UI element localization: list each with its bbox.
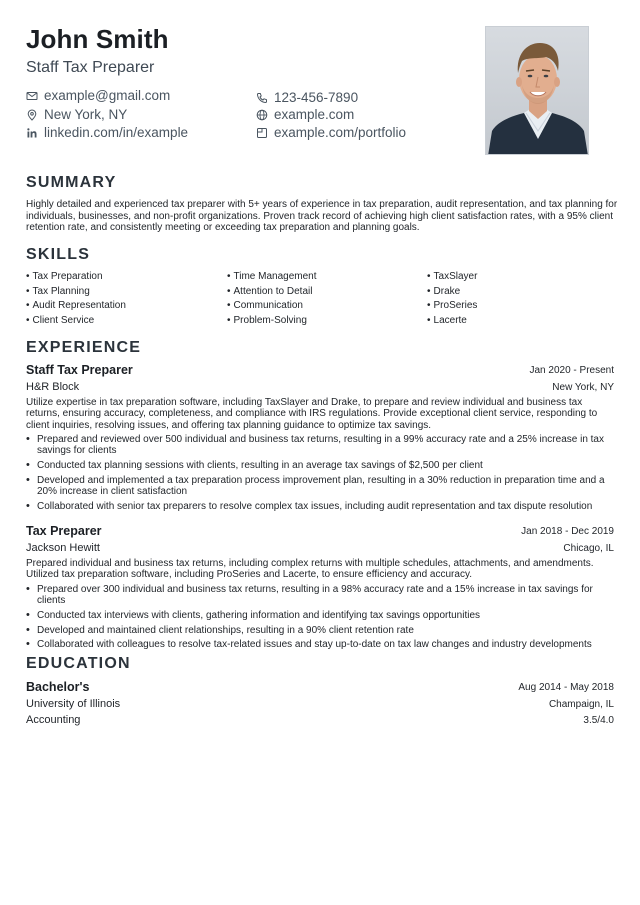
skill-item: • Attention to Detail <box>227 285 317 300</box>
job-description: Utilize expertise in tax preparation software, including TaxSlayer and Drake, to prepare and review individual and business tax returns, ensuring accuracy, completeness, and compliance with IRS regulations. Provide exceptional client service, responding to client inquiries, resolving issues, and offering tax planning guidance to optimize tax savings. <box>26 397 598 431</box>
job-achievements <box>26 584 620 654</box>
achievement-item: • Conducted tax planning sessions with clients, resulting in an average tax savings of $2,500 per client <box>26 460 620 471</box>
candidate-title: Staff Tax Preparer <box>26 59 155 76</box>
education-degree: Bachelor's <box>26 680 90 694</box>
contact-email[interactable] <box>26 88 170 103</box>
skill-item: • Audit Representation <box>26 299 126 314</box>
skill-item: • Drake <box>427 285 477 300</box>
summary-text: Highly detailed and experienced tax preparer with 5+ years of experience in tax preparation, audit representation, and tax planning for individuals, businesses, and non-profit organizations. Proven track record of achieving high client satisfaction rates, with a 95% client retention rate, and consistently meeting or exceeding tax preparation and planning goals. <box>26 199 618 234</box>
contact-phone-text: 123-456-7890 <box>274 90 359 105</box>
experience-heading: EXPERIENCE <box>26 339 142 356</box>
achievement-item: • Developed and implemented a tax preparation process improvement plan, resulting in a 30% reduction in preparation time and a 20% increase in client satisfaction <box>26 475 620 498</box>
skill-item: • Lacerte <box>427 314 477 329</box>
job-company: Jackson Hewitt <box>26 542 100 554</box>
portfolio-icon <box>256 127 268 139</box>
skill-item: • ProSeries <box>427 299 477 314</box>
job-dates: Jan 2020 - Present <box>529 365 614 376</box>
contact-phone[interactable] <box>256 90 358 105</box>
summary-heading: SUMMARY <box>26 174 117 191</box>
job-company: H&R Block <box>26 381 80 393</box>
mail-icon <box>26 90 38 102</box>
contact-location-text: New York, NY <box>44 107 128 122</box>
job-location: Chicago, IL <box>563 543 614 554</box>
linkedin-icon <box>26 127 38 139</box>
skills-heading: SKILLS <box>26 246 91 263</box>
achievement-item: • Collaborated with senior tax preparers to resolve complex tax issues, including audit representation and tax dispute resolution <box>26 501 620 512</box>
job-dates: Jan 2018 - Dec 2019 <box>521 526 614 537</box>
job-title: Tax Preparer <box>26 524 102 538</box>
contact-portfolio-text: example.com/portfolio <box>274 125 407 140</box>
skill-item: • Tax Preparation <box>26 270 126 285</box>
contact-location <box>26 107 127 122</box>
education-school: University of Illinois <box>26 698 121 710</box>
contact-website[interactable] <box>256 107 354 122</box>
profile-photo <box>485 26 589 155</box>
skill-item: • TaxSlayer <box>427 270 477 285</box>
phone-icon <box>256 92 268 104</box>
job-description: Prepared individual and business tax returns, including complex returns with multiple schedules, attachments, and amendments. Utilized tax preparation software, including ProSeries and Lacerte, to ensure efficiency and accuracy. <box>26 558 594 581</box>
portrait-image <box>486 27 589 155</box>
contact-email-text: example@gmail.com <box>44 88 171 103</box>
achievement-item: • Prepared over 300 individual and business tax returns, resulting in a 98% accuracy rate and a 15% increase in tax savings for clients <box>26 584 620 607</box>
job-title: Staff Tax Preparer <box>26 363 133 377</box>
skills-column-1 <box>26 270 126 328</box>
job-achievements <box>26 434 620 515</box>
skills-column-2 <box>227 270 317 328</box>
achievement-item: • Developed and maintained client relationships, resulting in a 90% client retention rate <box>26 625 620 636</box>
education-gpa: 3.5/4.0 <box>583 715 614 726</box>
skill-item: • Client Service <box>26 314 126 329</box>
contact-linkedin-text: linkedin.com/in/example <box>44 125 189 140</box>
skill-item: • Tax Planning <box>26 285 126 300</box>
contact-linkedin[interactable] <box>26 125 188 140</box>
achievement-item: • Conducted tax interviews with clients, gathering information and identifying tax savings opportunities <box>26 610 620 621</box>
skills-column-3 <box>427 270 477 328</box>
skill-item: • Problem-Solving <box>227 314 317 329</box>
education-dates: Aug 2014 - May 2018 <box>518 682 614 693</box>
globe-icon <box>256 109 268 121</box>
education-location: Champaign, IL <box>548 699 614 710</box>
skill-item: • Time Management <box>227 270 317 285</box>
education-field: Accounting <box>26 714 81 726</box>
candidate-name: John Smith <box>26 24 169 54</box>
contact-website-text: example.com <box>274 107 355 122</box>
achievement-item: • Collaborated with colleagues to resolve tax-related issues and stay up-to-date on tax law changes and industry developments <box>26 639 620 650</box>
location-pin-icon <box>26 109 38 121</box>
contact-portfolio[interactable] <box>256 125 406 140</box>
achievement-item: • Prepared and reviewed over 500 individual and business tax returns, resulting in a 99% accuracy rate and a 25% increase in tax savings for clients <box>26 434 620 457</box>
skill-item: • Communication <box>227 299 317 314</box>
job-location: New York, NY <box>552 382 614 393</box>
education-heading: EDUCATION <box>26 655 131 672</box>
